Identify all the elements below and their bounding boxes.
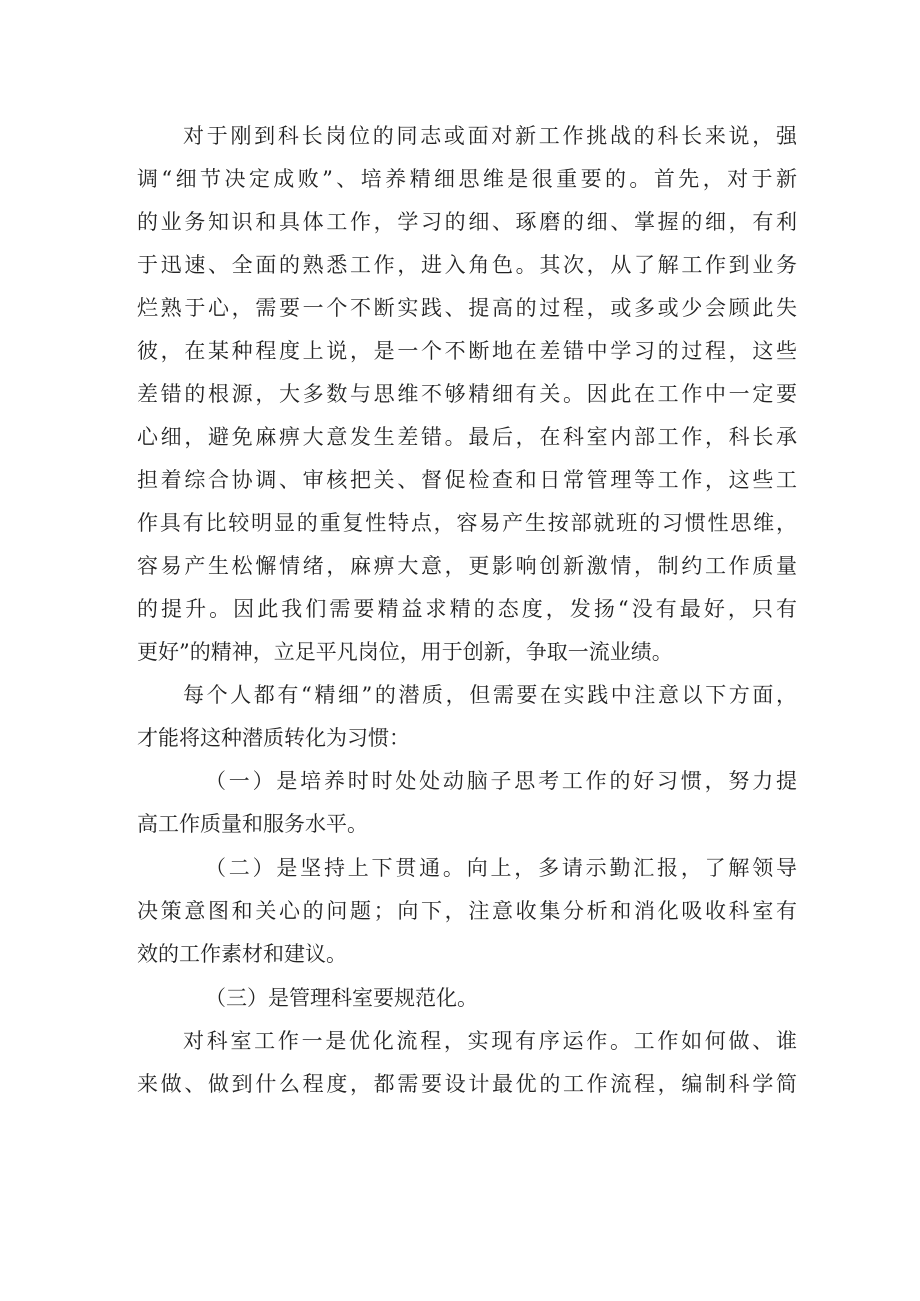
text-line: 高工作质量和服务水平。 (137, 812, 368, 836)
text-line: 担着综合协调、审核把关、督促检查和日常管理等工作，这些工 (137, 468, 797, 492)
list-item-2: （二）是坚持上下贯通。向上，多请示勤汇报，了解领导 (205, 856, 797, 880)
list-item-1: （一）是培养时时处处动脑子思考工作的好习惯，努力提 (205, 769, 797, 793)
text-line: 更好”的精神，立足平凡岗位，用于创新，争取一流业绩。 (137, 640, 673, 664)
text-line: 作具有比较明显的重复性特点，容易产生按部就班的习惯性思维， (137, 511, 797, 535)
text-line: 对科室工作一是优化流程，实现有序运作。工作如何做、谁 (183, 1029, 797, 1053)
text-line: 每个人都有“精细”的潜质，但需要在实践中注意以下方面， (183, 683, 797, 707)
list-item-3: （三）是管理科室要规范化。 (205, 986, 478, 1010)
text-line: 彼，在某种程度上说，是一个不断地在差错中学习的过程，这些 (137, 339, 797, 363)
text-line: 烂熟于心，需要一个不断实践、提高的过程，或多或少会顾此失 (137, 296, 797, 320)
text-line: 于迅速、全面的熟悉工作，进入角色。其次，从了解工作到业务 (137, 253, 797, 277)
text-line: 才能将这种潜质转化为习惯： (137, 726, 410, 750)
text-line: 差错的根源，大多数与思维不够精细有关。因此在工作中一定要 (137, 382, 797, 406)
text-line: 的提升。因此我们需要精益求精的态度，发扬“没有最好，只有 (137, 597, 797, 621)
text-line: 来做、做到什么程度，都需要设计最优的工作流程，编制科学简 (137, 1072, 797, 1096)
text-line: 对于刚到科长岗位的同志或面对新工作挑战的科长来说，强 (183, 124, 797, 148)
text-line: 容易产生松懈情绪，麻痹大意，更影响创新激情，制约工作质量 (137, 554, 797, 578)
text-line: 决策意图和关心的问题；向下，注意收集分析和消化吸收科室有 (137, 899, 797, 923)
text-line: 调“细节决定成败”、培养精细思维是很重要的。首先，对于新 (137, 167, 797, 191)
text-line: 的业务知识和具体工作，学习的细、琢磨的细、掌握的细，有利 (137, 210, 797, 234)
text-line: 心细，避免麻痹大意发生差错。最后，在科室内部工作，科长承 (137, 425, 797, 449)
text-line: 效的工作素材和建议。 (137, 942, 347, 966)
